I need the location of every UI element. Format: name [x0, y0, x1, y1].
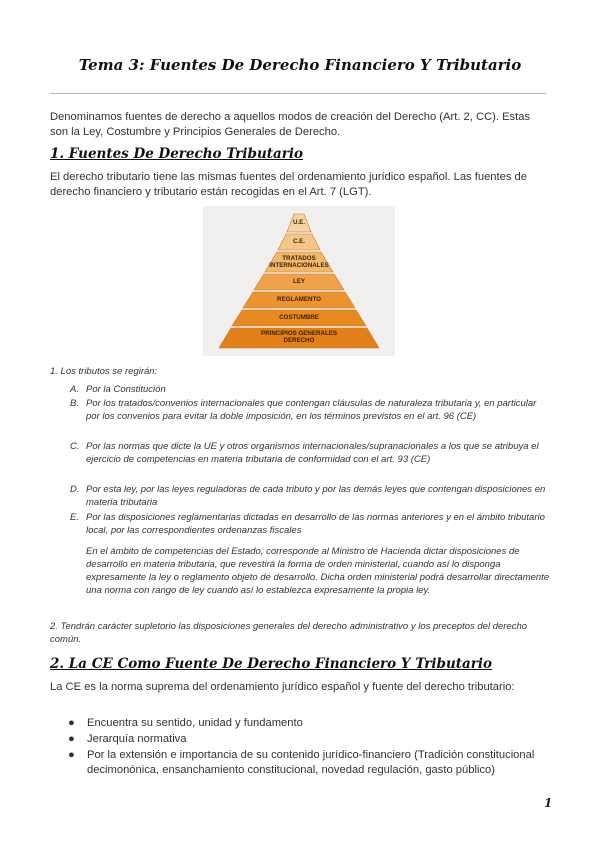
list-marker: C.: [70, 441, 80, 452]
section-2-heading: 2. La CE Como Fuente De Derecho Financiero Y Tributario: [50, 656, 492, 672]
list-marker: D.: [70, 484, 80, 495]
list-text: Por los tratados/convenios internacionales que contengan cláusulas de naturaleza tributaria y, en particular por los convenios para evitar la doble imposición, en los términos previstos en el art. 96 (CE): [86, 398, 537, 422]
intro-paragraph: Denominamos fuentes de derecho a aquellos modos de creación del Derecho (Art. 2, CC). Estas son la Ley, Costumbre y Principios Generales de Derecho.: [50, 111, 531, 138]
section-1-heading: 1. Fuentes De Derecho Tributario: [50, 146, 304, 162]
list-sub-paragraph: En el ámbito de competencias del Estado, corresponde al Ministro de Hacienda dictar disposiciones de desarrollo en materia tributaria, que revestirá la forma de orden ministerial, cuando así lo disponga expresamente la ley o reglamento objeto de desarrollo. Dicha orden ministerial podrá desarrollar directamente una norma con rango de ley cuando así lo establezca expresamente la propia ley.: [86, 546, 550, 596]
bullet-dot-icon: ●: [68, 717, 75, 729]
bullet-item: [68, 748, 548, 778]
supletorio-note: 2. Tendrán carácter supletorio las disposiciones generales del derecho administrativo y los preceptos del derecho común.: [50, 621, 528, 645]
list-item: [70, 511, 550, 537]
section-1-body: El derecho tributario tiene las mismas fuentes del ordenamiento jurídico español. Las fuentes de derecho financiero y tributario están recogidas en el Art. 7 (LGT).: [50, 171, 527, 198]
list-text: Por la Constitución: [86, 384, 166, 395]
bullet-dot-icon: ●: [68, 749, 75, 761]
pyramid-label-principios: PRINCIPIOS GENERALES: [261, 330, 337, 337]
bullet-text: Por la extensión e importancia de su contenido jurídico-financiero (Tradición constitucional decimonónica, ensanchamiento constitucional, novedad regulación, gasto público): [87, 749, 535, 776]
bullet-text: Encuentra su sentido, unidad y fundamento: [87, 717, 303, 729]
section-2-body: La CE es la norma suprema del ordenamiento jurídico español y fuente del derecho tributario:: [50, 681, 515, 693]
bullet-dot-icon: ●: [68, 733, 75, 745]
sources-pyramid-figure: [203, 206, 395, 356]
page-number: 1: [544, 796, 553, 810]
pyramid-label-ue: U.E.: [292, 219, 306, 226]
list-item: [70, 383, 550, 396]
list-marker: A.: [70, 384, 79, 395]
list-marker: E.: [70, 512, 79, 523]
pyramid-label-costumbre: COSTUMBRE: [279, 314, 319, 321]
list-text: Por las disposiciones reglamentarias dictadas en desarrollo de las normas anteriores y en el ámbito tributario local, por las correspondientes ordenanzas fiscales: [86, 512, 545, 536]
pyramid-label-tratados: TRATADOS: [282, 255, 316, 262]
pyramid-label-ce: C.E.: [292, 238, 306, 245]
list-text: Por las normas que dicte la UE y otros organismos internacionales/supranacionales a los que se atribuya el ejercicio de competencias en materia tributaria de conformidad con el art. 93 (CE): [86, 441, 539, 465]
bullet-item: [68, 732, 548, 747]
list-marker: B.: [70, 398, 79, 409]
list-text: Por esta ley, por las leyes reguladoras de cada tributo y por las demás leyes que contengan disposiciones en materia tributaria: [86, 484, 546, 508]
pyramid-label-internacionales: INTERNACIONALES: [269, 262, 329, 269]
pyramid-label-derecho: DERECHO: [283, 337, 315, 344]
list-item: [70, 483, 550, 509]
list-item: [70, 440, 550, 466]
bullet-text: Jerarquía normativa: [87, 733, 187, 745]
bullet-item: [68, 716, 548, 731]
pyramid-label-reglamento: REGLAMENTO: [277, 296, 321, 303]
pyramid-label-ley: LEY: [292, 278, 306, 285]
document-title: Tema 3: Fuentes De Derecho Financiero Y Tributario: [78, 56, 522, 74]
title-divider: [50, 93, 546, 94]
list-item: [70, 397, 550, 423]
list-intro: 1. Los tributos se regirán:: [50, 366, 158, 377]
